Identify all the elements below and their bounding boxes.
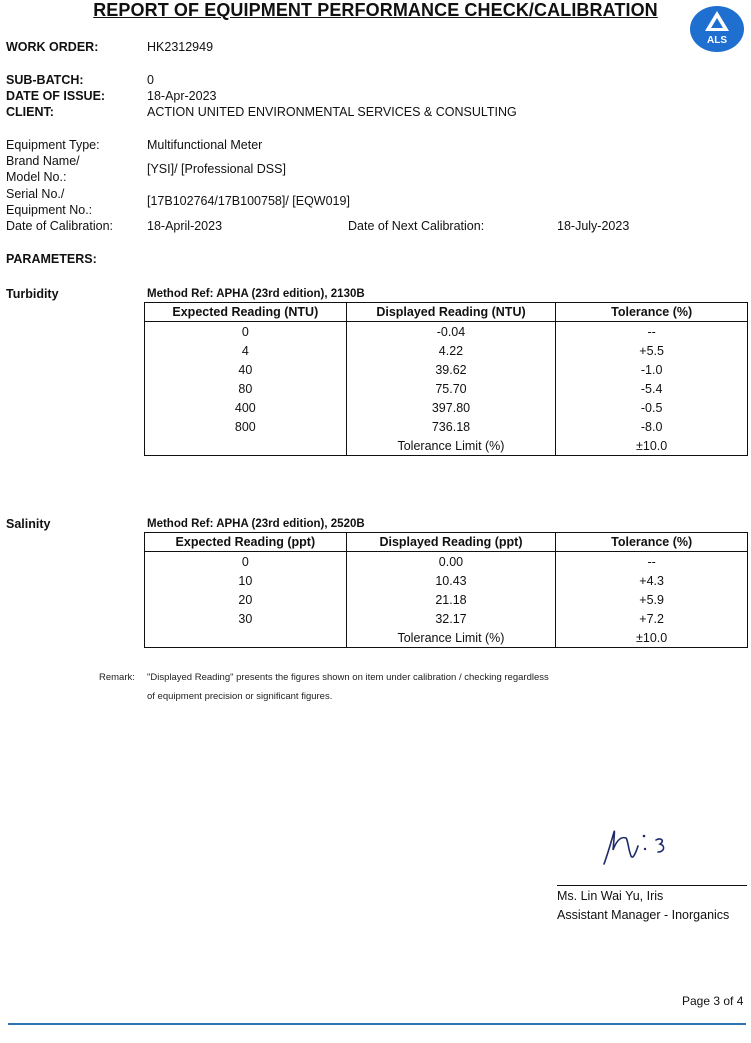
column-header: Expected Reading (ppt) [145, 533, 347, 552]
expected-cell: 400 [145, 398, 347, 417]
displayed-cell: 0.00 [346, 552, 556, 572]
turbidity-label: Turbidity [6, 287, 59, 301]
date-of-issue-value: 18-Apr-2023 [147, 89, 217, 103]
client-label: CLIENT: [6, 105, 54, 119]
tolerance-cell: -5.4 [556, 379, 748, 398]
displayed-cell: 4.22 [346, 341, 556, 360]
next-calibration-label: Date of Next Calibration: [348, 219, 485, 233]
tolerance-cell: +7.2 [556, 609, 748, 628]
tolerance-limit-row [145, 436, 748, 456]
tolerance-limit-value: ±10.0 [556, 436, 748, 456]
signatory-position: Assistant Manager - Inorganics [557, 908, 730, 922]
table-row [145, 322, 748, 342]
tolerance-cell: +5.9 [556, 590, 748, 609]
brand-label-2: Model No.: [6, 170, 67, 184]
work-order-label: WORK ORDER: [6, 40, 99, 54]
tolerance-cell: -- [556, 322, 748, 342]
als-logo [689, 5, 745, 53]
tolerance-cell: -1.0 [556, 360, 748, 379]
equipment-type-value: Multifunctional Meter [147, 138, 263, 152]
salinity-label: Salinity [6, 517, 51, 531]
client-value: ACTION UNITED ENVIRONMENTAL SERVICES & CONSULTING [147, 105, 517, 119]
sub-batch-label: SUB-BATCH: [6, 73, 84, 87]
expected-cell: 80 [145, 379, 347, 398]
brand-label-1: Brand Name/ [6, 154, 80, 168]
column-header: Displayed Reading (ppt) [346, 533, 556, 552]
column-header: Tolerance (%) [556, 303, 748, 322]
table-row [145, 341, 748, 360]
sub-batch-value: 0 [147, 73, 154, 87]
tolerance-cell: -8.0 [556, 417, 748, 436]
page-number: Page 3 of 4 [682, 994, 744, 1008]
next-calibration-value: 18-July-2023 [557, 219, 630, 233]
table-header-row [145, 303, 748, 322]
table-header-row [145, 533, 748, 552]
salinity-method: Method Ref: APHA (23rd edition), 2520B [147, 518, 365, 530]
work-order-value: HK2312949 [147, 40, 214, 54]
table-row [145, 609, 748, 628]
serial-label-2: Equipment No.: [6, 203, 93, 217]
table-row [145, 360, 748, 379]
turbidity-method: Method Ref: APHA (23rd edition), 2130B [147, 288, 365, 300]
expected-cell: 4 [145, 341, 347, 360]
table-row [145, 379, 748, 398]
displayed-cell: 397.80 [346, 398, 556, 417]
serial-value: [17B102764/17B100758]/ [EQW019] [147, 194, 350, 208]
signature-line [557, 885, 747, 886]
expected-cell: 30 [145, 609, 347, 628]
tolerance-limit-value: ±10.0 [556, 628, 748, 648]
tolerance-cell: +4.3 [556, 571, 748, 590]
tolerance-cell: -0.5 [556, 398, 748, 417]
table-row [145, 590, 748, 609]
calibration-date-value: 18-April-2023 [147, 219, 223, 233]
turbidity-table [144, 302, 748, 456]
salinity-table [144, 532, 748, 648]
report-title: REPORT OF EQUIPMENT PERFORMANCE CHECK/CALIBRATION [93, 0, 658, 20]
remark-label: Remark: [99, 672, 135, 683]
remark-line-2: of equipment precision or significant figures. [147, 691, 333, 702]
handwritten-signature [598, 822, 678, 868]
displayed-cell: 39.62 [346, 360, 556, 379]
column-header: Tolerance (%) [556, 533, 748, 552]
expected-cell: 0 [145, 552, 347, 572]
displayed-cell: 736.18 [346, 417, 556, 436]
table-row [145, 552, 748, 572]
brand-value: [YSI]/ [Professional DSS] [147, 162, 286, 176]
column-header: Displayed Reading (NTU) [346, 303, 556, 322]
footer-divider [8, 1023, 746, 1025]
table-row [145, 398, 748, 417]
tolerance-cell: -- [556, 552, 748, 572]
tolerance-limit-label: Tolerance Limit (%) [346, 436, 556, 456]
signatory-name: Ms. Lin Wai Yu, Iris [557, 889, 664, 903]
date-of-issue-label: DATE OF ISSUE: [6, 89, 106, 103]
displayed-cell: -0.04 [346, 322, 556, 342]
displayed-cell: 21.18 [346, 590, 556, 609]
expected-cell: 20 [145, 590, 347, 609]
displayed-cell: 75.70 [346, 379, 556, 398]
tolerance-limit-row [145, 628, 748, 648]
expected-cell: 40 [145, 360, 347, 379]
tolerance-limit-label: Tolerance Limit (%) [346, 628, 556, 648]
calibration-date-label: Date of Calibration: [6, 219, 114, 233]
column-header: Expected Reading (NTU) [145, 303, 347, 322]
remark-line-1: "Displayed Reading" presents the figures shown on item under calibration / checking regardless [147, 672, 549, 683]
displayed-cell: 32.17 [346, 609, 556, 628]
serial-label-1: Serial No./ [6, 187, 65, 201]
expected-cell: 0 [145, 322, 347, 342]
tolerance-cell: +5.5 [556, 341, 748, 360]
logo-text: ALS [707, 35, 727, 46]
expected-cell: 10 [145, 571, 347, 590]
table-row [145, 417, 748, 436]
equipment-type-label: Equipment Type: [6, 138, 100, 152]
expected-cell: 800 [145, 417, 347, 436]
displayed-cell: 10.43 [346, 571, 556, 590]
table-row [145, 571, 748, 590]
parameters-heading: PARAMETERS: [6, 252, 97, 266]
